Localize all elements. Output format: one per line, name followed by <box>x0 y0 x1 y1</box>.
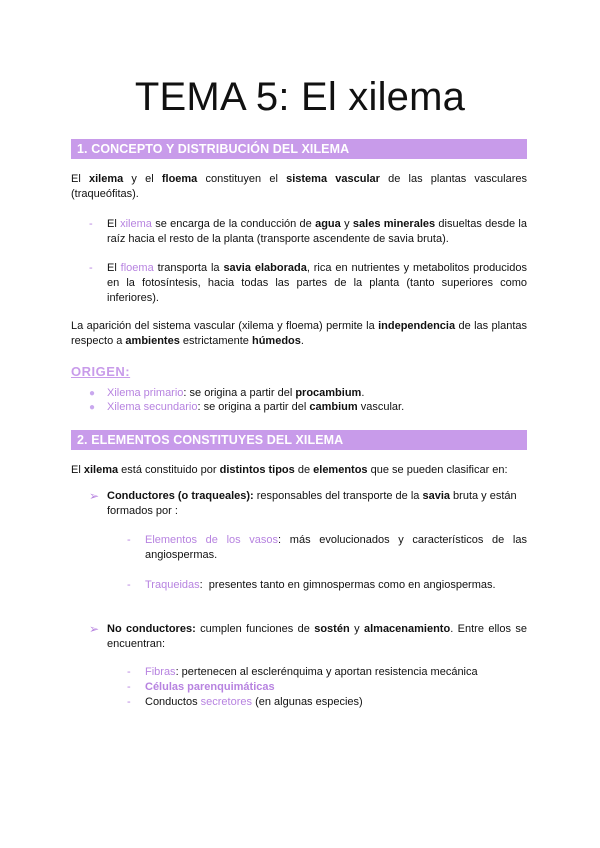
origen-item-secundario: Xilema secundario: se origina a partir del cambium vascular. <box>107 401 405 413</box>
origen-item-primario: Xilema primario: se origina a partir del procambium. <box>107 387 365 399</box>
origen-heading: ORIGEN: <box>71 364 131 379</box>
dash-marker: - <box>127 579 131 591</box>
aparicion-paragraph: La aparición del sistema vascular (xilema y floema) permite la independencia de las plantas respecto a ambientes estrictamente húmedos. <box>71 320 528 347</box>
conductores-item: Conductores (o traqueales): responsables del transporte de la savia bruta y están formados por : <box>107 490 517 517</box>
section-2-heading: 2. ELEMENTOS CONSTITUYES DEL XILEMA <box>71 430 527 450</box>
bullet-dot: ● <box>89 388 96 399</box>
bullet-floema: El floema transporta la savia elaborada, rica en nutrientes y metabolitos producidos en la fotosíntesis, hacia todas las partes de la planta (tanto superiores como inferiores). <box>107 262 527 304</box>
dash-marker: - <box>127 534 131 546</box>
section-1-intro: El xilema y el floema constituyen el sistema vascular de las plantas vasculares (traqueófitas). <box>71 173 528 200</box>
no-conductores-subitem-celulas: Células parenquimáticas <box>145 681 275 693</box>
no-conductores-subitem-fibras: Fibras: pertenecen al esclerénquima y aportan resistencia mecánica <box>145 666 478 678</box>
dash-marker: - <box>89 218 93 230</box>
no-conductores-item: No conductores: cumplen funciones de sostén y almacenamiento. Entre ellos se encuentran: <box>107 623 527 650</box>
dash-marker: - <box>89 262 93 274</box>
dash-marker: - <box>127 681 131 693</box>
bullet-dot: ● <box>89 402 96 413</box>
conductores-subitem-vasos: Elementos de los vasos: más evolucionados y característicos de las angiospermas. <box>145 534 527 561</box>
dash-marker: - <box>127 666 131 678</box>
section-1-heading: 1. CONCEPTO Y DISTRIBUCIÓN DEL XILEMA <box>71 139 527 159</box>
no-conductores-subitem-conductos: Conductos secretores (en algunas especies) <box>145 696 363 708</box>
page-title: TEMA 5: El xilema <box>134 75 466 119</box>
bullet-xilema: El xilema se encarga de la conducción de agua y sales minerales disueltas desde la raíz hacia el resto de la planta (transporte ascendente de savia bruta). <box>107 218 527 245</box>
arrow-bullet-icon: ➢ <box>89 622 100 636</box>
arrow-bullet-icon: ➢ <box>89 489 100 503</box>
conductores-subitem-traqueidas: Traqueidas: presentes tanto en gimnospermas como en angiospermas. <box>145 579 496 591</box>
section-2-intro: El xilema está constituido por distintos tipos de elementos que se pueden clasificar en: <box>71 464 508 476</box>
dash-marker: - <box>127 696 131 708</box>
